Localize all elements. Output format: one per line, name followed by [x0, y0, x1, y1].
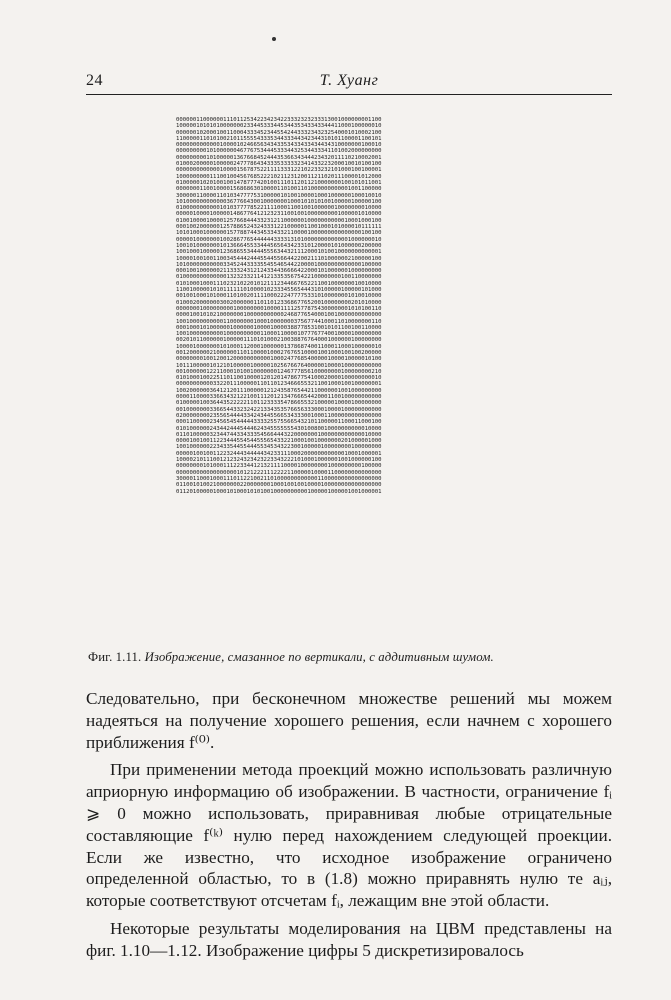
page-header [86, 68, 612, 95]
page-number: 24 [86, 72, 103, 89]
figure-caption-text: Изображение, смазанное по вертикали, с аддитивным шумом. [144, 650, 494, 664]
body-text [86, 688, 612, 968]
paragraph-2: При применении метода проекций можно использовать различную априорную информацию об изображении. В частности, ограничение fᵢ ⩾ 0 можно использовать, приравнивая любые отрицательные составляющие f⁽ᵏ⁾ нулю перед нахождением следующей проекции. Если же известно, что исходное изображение ограничено определенной областью, то в (1.8) можно приравнять нулю те aᵢⱼ, которые соответствуют отсчетам fᵢ, лежащим вне этой области. [86, 760, 612, 911]
figure-caption-label: Фиг. 1.11. [88, 650, 142, 664]
paragraph-3: Некоторые результаты моделирования на ЦВМ представлены на фиг. 1.10—1.12. Изображение цифры 5 дискретизировалось [86, 918, 612, 960]
figure-digit-matrix: 0000001100000011101125342234234223332323233313001000000001100 1000001010101000000023344533344534435343343344411000100000010 0000001020001001100043334523445542443332343232540001010002100 1100000110101002101155554333534433344342344310101100001100101 0000000000000100001024665634343353433433434434310000000100010 0000000001010000004677675344453334432534433341101002000000000 0000000001010000013676684524443536634344423432011110210002001 0100020000010000024777864343335333332341433223200010010100100 0000000000000100001567875221111333122102233232101000100100001 1000000000111001004567685222102112312001121102011100001012000 0100000102010010014787774201001110112011210000000100101011001 0000000110010000156868630100001101001101000000000001001100000 3000001100001101034777753100000101001000010001000000100010010 1010000000000003677664300100000001000101010100100000100000100 0100000000000101037777852211110001100100100000010000000010000 0000010000100000148677641212323110010010000000001000001010000 0100100001000012576684443323121100000010000000000010001000100 0001002000000125788652432433312210000011001000101000010111111 1010100010000001577887443453343321100001000000000000000100100 0000010000000100286776544444433331310100000000000001000000010 1001010000000101366645533444565643423310120000101000000200000 1001000100000123686553444455563443211120001010010000000000001 1000010010011003454442444554455664422002111010000002100000100 1010000000000033452443333554554654422000010000000000000100000 0001001000000211333243121243344366664220001010000001000000000 0100000000000001323233211412133535675422100000000100110000000 0101000100011102321022010121112344667652211001000000010010000 1100100000101011111101000010233345565444310100000100000101000 0010010001010001101002011110002224777753310100000001010010000 0100020000000300200000011011012336867765200100000000201010000 0000000100000000010000000010000111125778754300000001010100110 0000100101021000000010000000000024687765400010010000000000000 1001000000000011000000010001000000037567744100011010000000110 0001000101000000100000010000100003887785310010101100100110000 1001000000000010000000000110001100001077767740010000100000000 0020101100000010000011101010002100388767640001000000100000000 1000010000000101000112000100000013786874001100011000100000010 0012000000210000001101100001000276765100001001000100100200000 0000000010012001200000000000100024776854000001000010000010100 1011100000101210100000100000102567667640000010000100000000000 0010000001221100010100100000001246777856100000000100000000210 0101000100225110110010000120120147867754100020000100000000010 0000000000033220111000001101101234666553211001000100100000001 1002000000364121201110000012124358765442110000001001000000000 0000110000336634321221001112012134766654420001100100000000000 0100000100364435222221101123333547866553210000010000100000000 0010000000336654433232422133435357665633300010000100000000000 0200000000235565444433424344556653433300100011000000000000000 0001100000234565454444433332557556654321011000001100011000100 0101000000243442444544462434555555543010080010000000000010000 0110100000323447443343335456644432200000001000000000000010000 0000100100112234445545445556543322100010010000000201000001000 1001000000223433544554445534534322300100000100000000100000000 0000010010011223244434444434233111000200000000000010001000001 1000021011100121232432342322334322210100010000001001000000100 0000000010100011122334412132111100001000000001000000000100000 0000000000000000001012122211122221100000100001100000000000000 3000011000100011101122100211010000000000001100000000000000000 0110010100210000000220000000100010010010000100000000000000000 0112010000010001010001010100100000000001000001000001001000001 [176, 117, 382, 495]
running-head: Т. Хуанг [319, 72, 379, 89]
paragraph-1: Следовательно, при бесконечном множестве решений мы можем надеяться на получение хорошего решения, если начнем с хорошего приближения f⁽⁰⁾. [86, 689, 612, 752]
figure-caption [88, 650, 618, 665]
page-mark-dot [272, 37, 276, 41]
